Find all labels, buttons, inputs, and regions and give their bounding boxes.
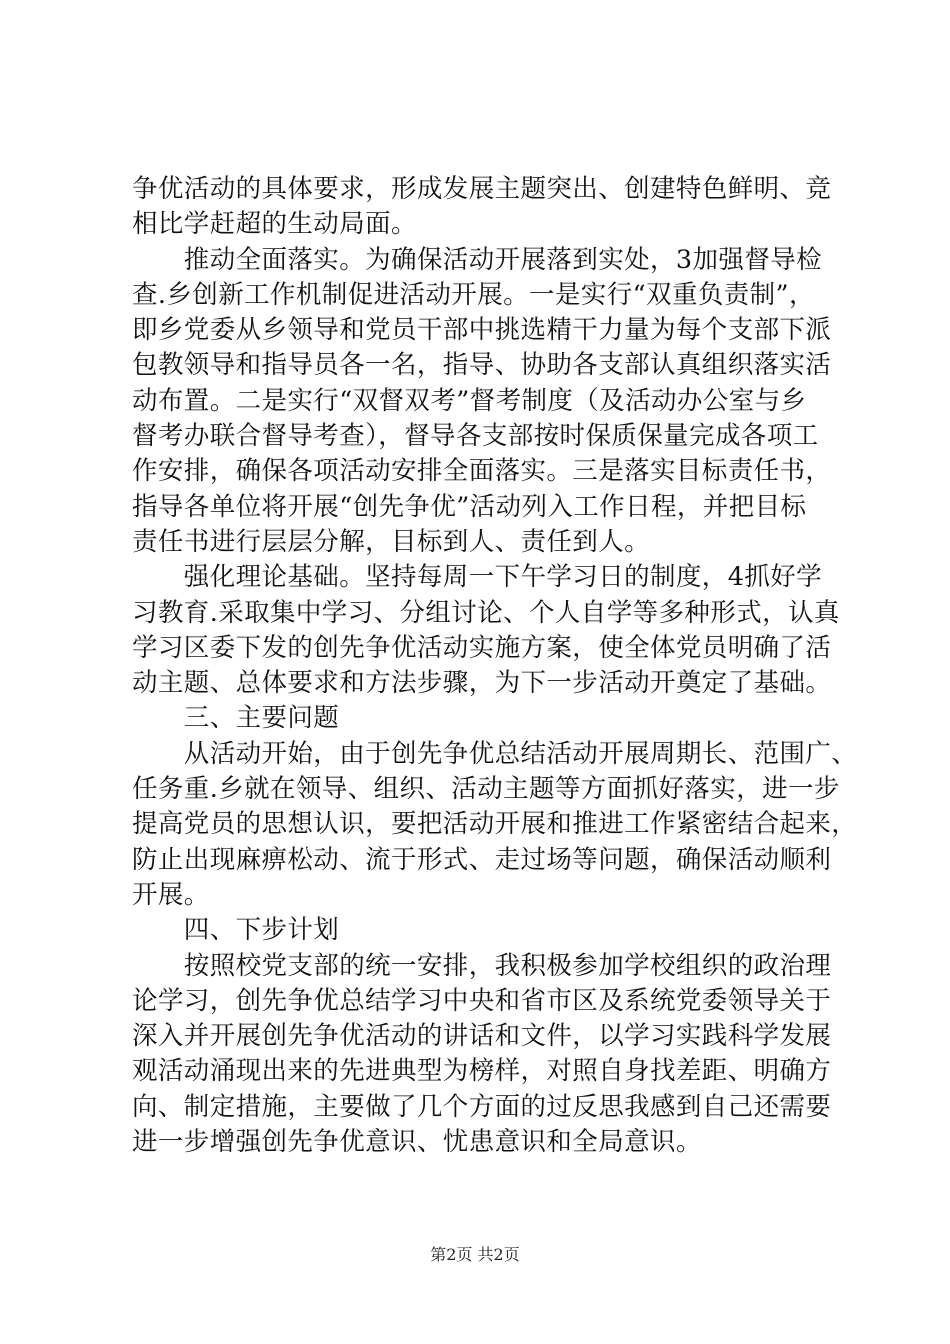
text-line: 动布置。二是实行“双督双考”督考制度（及活动办公室与乡: [132, 385, 807, 416]
text-line: 任务重.乡就在领导、组织、活动主题等方面抓好落实，进一步: [132, 774, 840, 805]
text-line: 强化理论基础。坚持每周一下午学习日的制度，4抓好学: [132, 562, 823, 593]
text-line: 责任书进行层层分解，目标到人、责任到人。: [132, 526, 651, 557]
text-line: 学习区委下发的创先争优活动实施方案，使全体党员明确了活: [132, 632, 832, 663]
text-line: 进一步增强创先争优意识、忧患意识和全局意识。: [132, 1127, 702, 1158]
text-line: 查.乡创新工作机制促进活动开展。一是实行“双重负责制”，: [132, 279, 815, 310]
section-heading: 三、主要问题: [132, 703, 340, 734]
text-line: 习教育.采取集中学习、分组讨论、个人自学等多种形式，认真: [132, 597, 840, 628]
text-line: 观活动涌现出来的先进典型为榜样，对照自身找差距、明确方: [132, 1056, 832, 1087]
text-line: 防止出现麻痹松动、流于形式、走过场等问题，确保活动顺利: [132, 844, 832, 875]
text-line: 督考办联合督导考查），督导各支部按时保质保量完成各项工: [132, 421, 819, 452]
text-line: 动主题、总体要求和方法步骤，为下一步活动开奠定了基础。: [132, 668, 832, 699]
text-line: 深入并开展创先争优活动的讲话和文件，以学习实践科学发展: [132, 1021, 832, 1052]
text-line: 作安排，确保各项活动安排全面落实。三是落实目标责任书，: [132, 456, 832, 487]
document-body: [132, 172, 862, 1160]
text-line: 提高党员的思想认识，要把活动开展和推进工作紧密结合起来，: [132, 809, 858, 840]
text-line: 指导各单位将开展“创先争优”活动列入工作日程，并把目标: [132, 491, 807, 522]
text-line: 开展。: [132, 879, 210, 910]
text-line: 论学习，创先争优总结学习中央和省市区及系统党委领导关于: [132, 985, 832, 1016]
text-line: 从活动开始，由于创先争优总结活动开展周期长、范围广、: [132, 738, 858, 769]
text-line: 相比学赶超的生动局面。: [132, 209, 417, 240]
page-number-footer: 第2页 共2页: [430, 1245, 520, 1264]
section-heading: 四、下步计划: [132, 915, 340, 946]
text-line: 即乡党委从乡领导和党员干部中挑选精干力量为每个支部下派: [132, 315, 832, 346]
text-line: 包教领导和指导员各一名，指导、协助各支部认真组织落实活: [132, 350, 832, 381]
text-line: 向、制定措施，主要做了几个方面的过反思我感到自己还需要: [132, 1091, 832, 1122]
text-line: 推动全面落实。为确保活动开展落到实处，3加强督导检: [132, 244, 823, 275]
text-line: 按照校党支部的统一安排，我积极参加学校组织的政治理: [132, 950, 832, 981]
text-line: 争优活动的具体要求，形成发展主题突出、创建特色鲜明、竞: [132, 174, 832, 204]
